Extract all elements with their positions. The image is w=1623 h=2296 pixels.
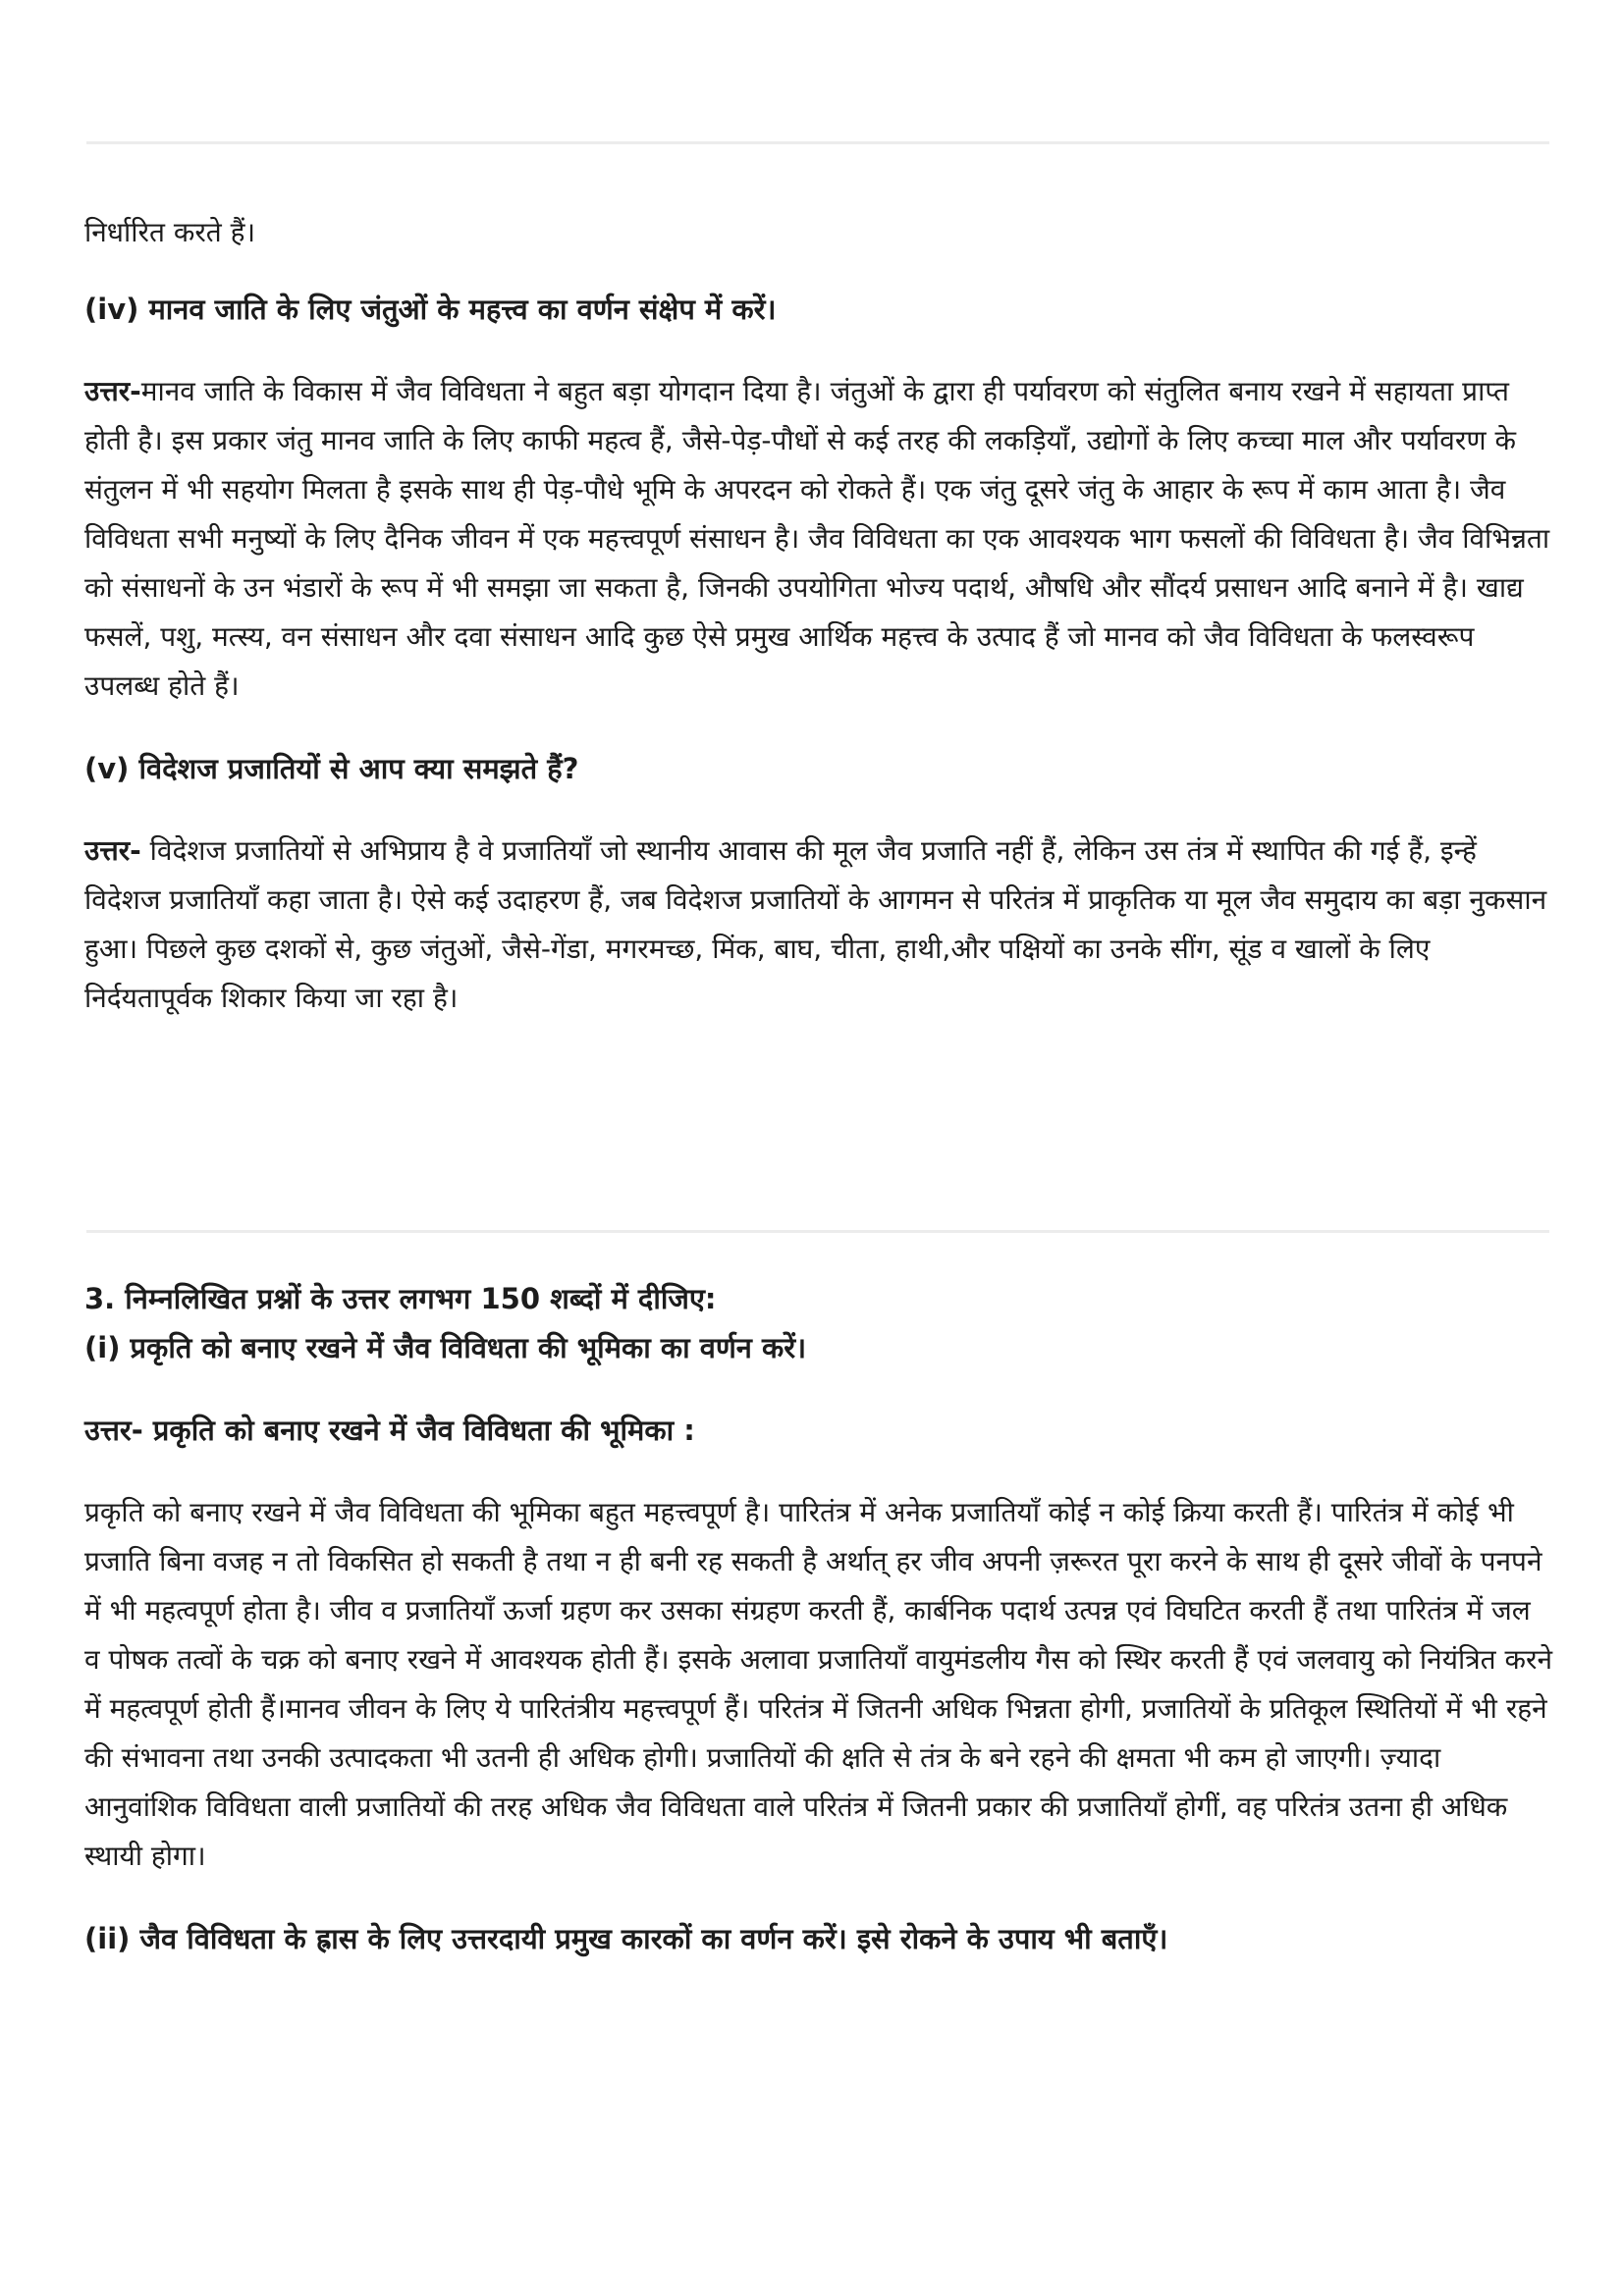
question-iv: (iv) मानव जाति के लिए जंतुओं के महत्त्व का वर्णन संक्षेप में करें। bbox=[84, 293, 777, 326]
section-b bbox=[84, 1274, 1553, 1963]
question-v: (v) विदेशज प्रजातियों से आप क्या समझते हैं? bbox=[84, 752, 579, 785]
question-ii: (ii) जैव विविधता के ह्रास के लिए उत्तरदायी प्रमुख कारकों का वर्णन करें। इसे रोकने के उपाय भी बताएँ। bbox=[84, 1922, 1168, 1955]
answer-iv-text: मानव जाति के विकास में जैव विविधता ने बहुत बड़ा योगदान दिया है। जंतुओं के द्वारा ही पर्यावरण को संतुलित बनाय रखने में सहायता प्राप्त होती है। इस प्रकार जंतु मानव जाति के लिए काफी महत्व हैं, जैसे-पेड़-पौधों से कई तरह की लकड़ियाँ, उद्योगों के लिए कच्चा माल और पर्यावरण के संतुलन में भी सहयोग मिलता है इसके साथ ही पेड़-पौधे भूमि के अपरदन को रोकते हैं। एक जंतु दूसरे जंतु के आहार के रूप में काम आता है। जैव विविधता सभी मनुष्यों के लिए दैनिक जीवन में एक महत्त्वपूर्ण संसाधन है। जैव विविधता का एक आवश्यक भाग फसलों की विविधता है। जैव विभिन्नता को संसाधनों के उन भंडारों के रूप में भी समझा जा सकता है, जिनकी उपयोगिता भोज्य पदार्थ, औषधि और सौंदर्य प्रसाधन आदि बनाने में है। खाद्य फसलें, पशु, मत्स्य, वन संसाधन और दवा संसाधन आदि कुछ ऐसे प्रमुख आर्थिक महत्त्व के उत्पाद हैं जो मानव को जैव विविधता के फलस्वरूप उपलब्ध होते हैं। bbox=[84, 375, 1550, 702]
section-heading: 3. निम्नलिखित प्रश्नों के उत्तर लगभग 150 शब्दों में दीजिए: bbox=[84, 1282, 717, 1315]
continuation-text: निर्धारित करते हैं। bbox=[84, 216, 256, 248]
answer-v bbox=[84, 827, 1553, 1023]
answer-label: उत्तर- bbox=[84, 834, 141, 867]
answer-label: उत्तर- bbox=[84, 375, 141, 407]
top-divider bbox=[86, 141, 1549, 144]
answer-v-text: विदेशज प्रजातियों से अभिप्राय है वे प्रजातियाँ जो स्थानीय आवास की मूल जैव प्रजाति नहीं हैं, लेकिन उस तंत्र में स्थापित की गई हैं, इन्हें विदेशज प्रजातियाँ कहा जाता है। ऐसे कई उदाहरण हैं, जब विदेशज प्रजातियों के आगमन से परितंत्र में प्राकृतिक या मूल जैव समुदाय का बड़ा नुकसान हुआ। पिछले कुछ दशकों से, कुछ जंतुओं, जैसे-गेंडा, मगरमच्छ, मिंक, बाघ, चीता, हाथी,और पक्षियों का उनके सींग, सूंड व खालों के लिए निर्दयतापूर्वक शिकार किया जा रहा है। bbox=[84, 834, 1547, 1014]
section-a bbox=[84, 208, 1553, 1023]
section-divider bbox=[86, 1230, 1549, 1233]
answer-i-heading: उत्तर- प्रकृति को बनाए रखने में जैव विविधता की भूमिका : bbox=[84, 1414, 695, 1447]
answer-i-text: प्रकृति को बनाए रखने में जैव विविधता की भूमिका बहुत महत्त्वपूर्ण है। पारितंत्र में अनेक प्रजातियाँ कोई न कोई क्रिया करती हैं। पारितंत्र में कोई भी प्रजाति बिना वजह न तो विकसित हो सकती है तथा न ही बनी रह सकती है अर्थात् हर जीव अपनी ज़रूरत पूरा करने के साथ ही दूसरे जीवों के पनपने में भी महत्वपूर्ण होता है। जीव व प्रजातियाँ ऊर्जा ग्रहण कर उसका संग्रहण करती हैं, कार्बनिक पदार्थ उत्पन्न एवं विघटित करती हैं तथा पारितंत्र में जल व पोषक तत्वों के चक्र को बनाए रखने में आवश्यक होती हैं। इसके अलावा प्रजातियाँ वायुमंडलीय गैस को स्थिर करती हैं एवं जलवायु को नियंत्रित करने में महत्वपूर्ण होती हैं।मानव जीवन के लिए ये पारितंत्रीय महत्त्वपूर्ण हैं। परितंत्र में जितनी अधिक भिन्नता होगी, प्रजातियों के प्रतिकूल स्थितियों में भी रहने की संभावना तथा उनकी उत्पादकता भी उतनी ही अधिक होगी। प्रजातियों की क्षति से तंत्र के बने रहने की क्षमता भी कम हो जाएगी। ज़्यादा आनुवांशिक विविधता वाली प्रजातियों की तरह अधिक जैव विविधता वाले परितंत्र में जितनी प्रकार की प्रजातियाँ होगीं, वह परितंत्र उतना ही अधिक स्थायी होगा। bbox=[84, 1496, 1553, 1872]
answer-iv bbox=[84, 367, 1553, 711]
question-i: (i) प्रकृति को बनाए रखने में जैव विविधता की भूमिका का वर्णन करें। bbox=[84, 1331, 807, 1364]
